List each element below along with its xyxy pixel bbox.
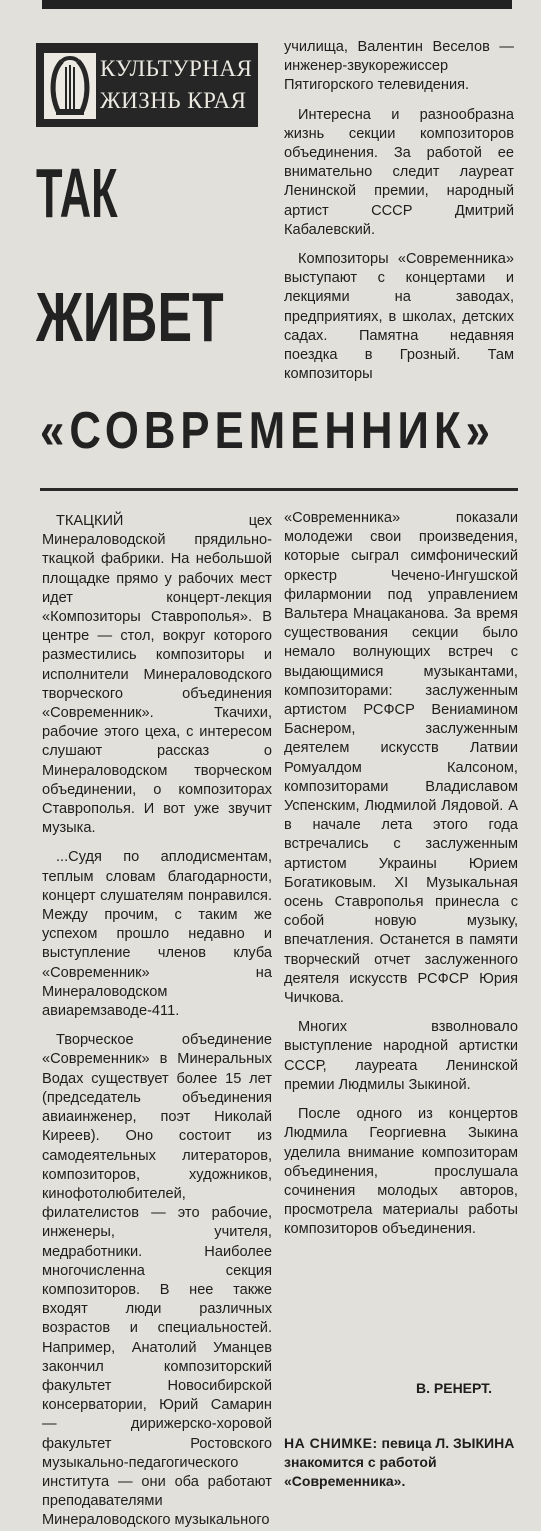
paragraph: «Современника» показали молодежи свои произведения, которые сыграл симфонический оркестр Чечено-Ингушской филармонии под управлением Вальтера Мнацаканова. За время существования секции было немало волнующих встреч с выдающимися музыкантами, композиторами: заслуженным артистом РСФСР Вениамином Баснером, заслуженным деятелем искусств Латвии Ромуалдом Калсоном, композиторами Владиславом Успенским, Людмилой Лядовой. А в начале лета этого года встречались с заслуженным артистом Украины Юрием Богатиковым. XI Музыкальная осень Ставрополья принесла с собой новую музыку, впечатления. Останется в памяти творческий отчет заслуженного деятеля искусств РСФСР Юрия Чичкова. [284,510,518,1007]
rubric-line-1: КУЛЬТУРНАЯ [100,56,253,81]
paragraph: ...Судя по аплодисментам, теплым словам благодарности, концерт слушателям понравился. Между прочим, с таким же успехом прошло недавно и выступление членов клуба «Современник» на Минераловодском авиаремзаводе-411. [42,849,272,1020]
article-column-left [42,512,272,1531]
paragraph: училища, Валентин Веселов — инженер-звукорежиссер Пятигорского телевидения. [284,39,514,94]
top-rule [42,0,512,9]
paragraph: Многих взволновало выступление народной артистки СССР, лауреата Ленинской премии Людмилы Зыкиной. [284,1019,518,1093]
headline-line-2: ЖИВЕТ [36,278,224,356]
paragraph: Композиторы «Современника» выступают с концертами и лекциями на заводах, предприятиях, в школах, детских садах. Памятна недавняя поездка в Грозный. Там композиторы [284,251,514,383]
headline-line-3: «СОВРЕМЕННИК» [40,402,496,460]
headline-line-1: ТАК [36,154,118,232]
caption-label: НА СНИМКЕ: [284,1435,378,1451]
article-column-right [284,509,518,1240]
caption-text: певица Л. ЗЫКИНА знакомится с работой «Современника». [284,1435,515,1489]
lyre-emblem-icon [44,53,96,119]
paragraph: После одного из концертов Людмила Георгиевна Зыкина уделила внимание композиторам объединения, прослушала сочинения молодых авторов, просмотрела материалы работы композиторов объединения. [284,1106,518,1238]
author-signature: В. РЕНЕРТ. [416,1380,493,1396]
photo-caption [284,1434,516,1491]
section-divider [40,488,518,491]
article-column-upper-right [284,38,514,384]
rubric-line-2: ЖИЗНЬ КРАЯ [100,88,247,113]
paragraph: Творческое объединение «Современник» в Минеральных Водах существует более 15 лет (председатель объединения авиаинженер, поэт Николай Киреев). Оно состоит из самодеятельных литераторов, композиторов, художников, кинофотолюбителей, филателистов — это рабочие, инженеры, учителя, медработники. Наиболее многочисленна секция композиторов. В нее также входят люди различных возрастов и специальностей. Например, Анатолий Уманцев закончил композиторский факультет Новосибирской консерватории, Юрий Самарин — дирижерско-хоровой факультет Ростовского музыкально-педагогического института — они оба работают преподавателями Минераловодского музыкального [42,1032,272,1529]
paragraph: ТКАЦКИЙ цех Минераловодской прядильно-ткацкой фабрики. На небольшой площадке прямо у рабочих мест идет концерт-лекция «Композиторы Ставрополья». В центре — стол, вокруг которого разместились композиторы и исполнители Минераловодского творческого объединения «Современник». Ткачихи, рабочие этого цеха, с интересом слушают рассказ о Минераловодском творческом объединении, о композиторах Ставрополья. И вот уже звучит музыка. [42,513,272,837]
paragraph: Интересна и разнообразна жизнь секции композиторов объединения. За работой ее внимательно следит лауреат Ленинской премии, народный артист СССР Дмитрий Кабалевский. [284,106,514,238]
rubric-badge [36,43,258,127]
